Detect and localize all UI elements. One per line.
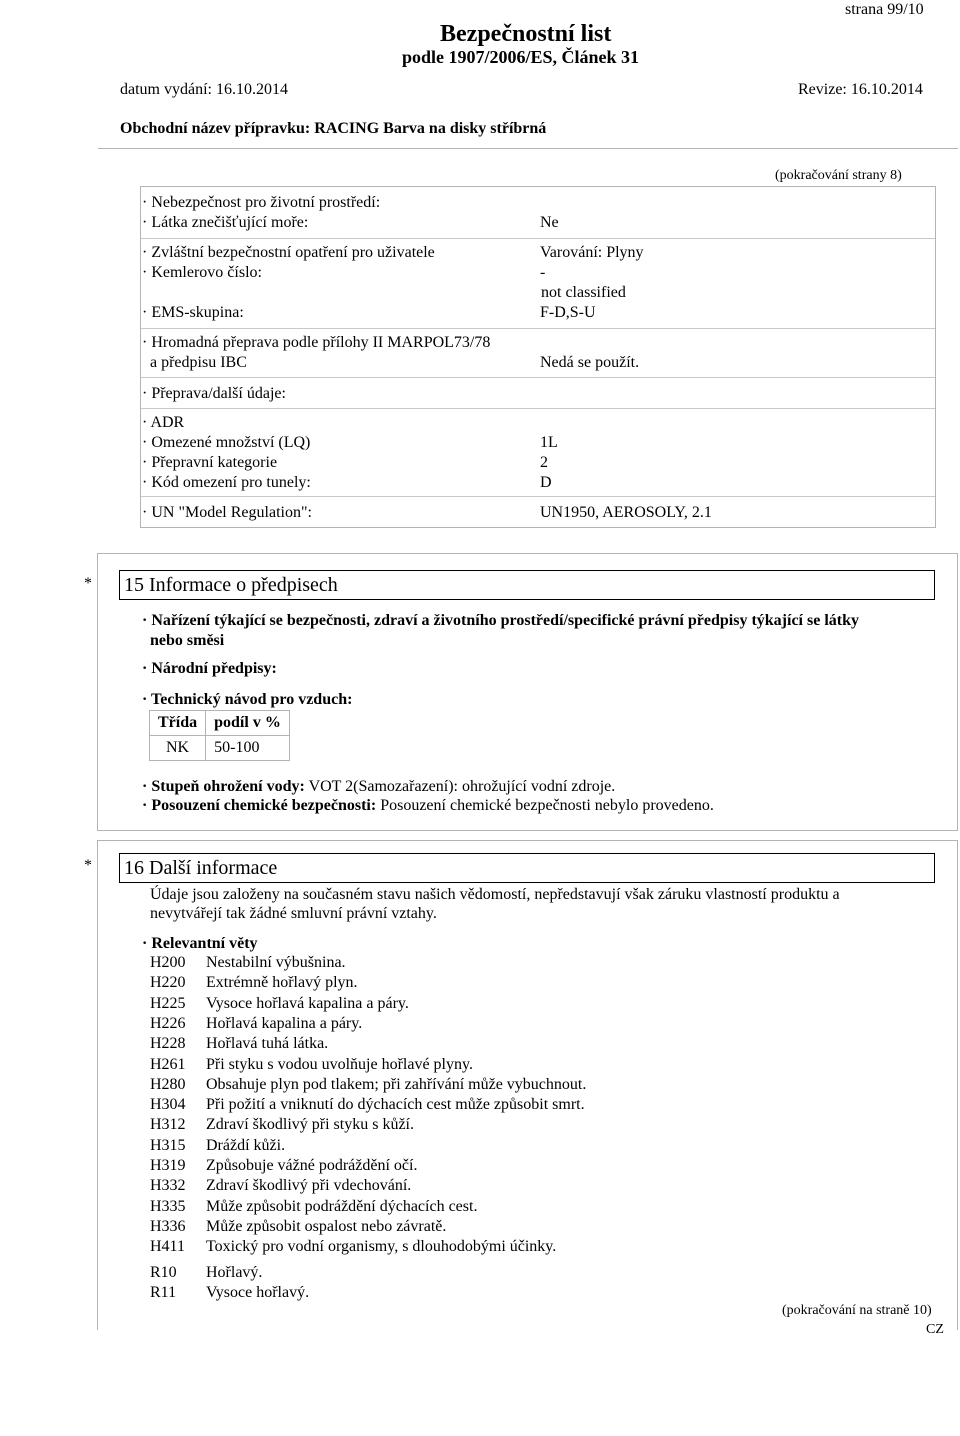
list-item [150,1095,585,1115]
list-item [150,1034,328,1054]
list-item [150,1283,309,1303]
table-header-row [150,711,290,736]
section-15-title [119,570,935,600]
phrase-text: Při požití a vniknutí do dýchacích cest může způsobit smrt. [206,1096,585,1114]
phrase-code: H411 [150,1238,185,1256]
regulations-label-2: nebo směsi [150,632,225,649]
phrase-code: H220 [150,974,186,992]
list-item [150,1075,586,1095]
list-item [150,994,409,1014]
limited-quantity-value: 1L [540,434,558,451]
national-regulations-label: · Národní předpisy: [142,660,277,677]
env-hazard-label: · Nebezpečnost pro životní prostředí: [142,194,381,211]
marine-pollutant-label: · Látka znečišťující moře: [142,214,309,231]
phrase-text: Hořlavý. [206,1264,263,1281]
phrase-text: Může způsobit ospalost nebo závratě. [206,1217,447,1235]
row-divider [141,496,935,497]
phrase-code: H312 [150,1116,186,1134]
phrase-text: Zdraví škodlivý při vdechování. [206,1177,412,1195]
phrase-text: Způsobuje vážné podráždění očí. [206,1157,418,1174]
phrase-code: H228 [150,1035,186,1053]
page-number: strana 99/10 [845,1,924,18]
transport-info-label: · Přeprava/další údaje: [142,385,286,402]
table-cell-share: 50-100 [206,736,290,761]
list-item [150,1136,285,1156]
list-item [150,1055,473,1075]
tunnel-code-label: · Kód omezení pro tunely: [142,474,311,491]
table-header-class: Třída [150,711,206,736]
kemler-value-2: not classified [541,284,626,301]
transport-category-value: 2 [540,454,548,471]
header-divider [98,148,958,149]
row-divider [141,377,935,378]
phrase-code: H200 [150,954,186,971]
table-header-share: podíl v % [206,711,290,736]
water-hazard-label: · Stupeň ohrožení vody: [142,778,305,795]
change-marker: * [84,575,92,592]
tunnel-code-value: D [540,474,552,491]
water-hazard-line [142,777,615,797]
document-subtitle: podle 1907/2006/ES, Článek 31 [402,47,640,67]
continued-to: (pokračování na straně 10) [782,1303,932,1318]
phrase-text: Hořlavá tuhá látka. [206,1035,329,1053]
bulk-transport-value: Nedá se použít. [540,354,640,371]
list-item [150,1156,417,1176]
relevant-phrases-label: · Relevantní věty [142,935,258,952]
phrase-code: H280 [150,1075,186,1093]
phrase-code: H332 [150,1177,186,1195]
list-item [150,973,358,993]
transport-category-label: · Přepravní kategorie [142,454,278,471]
section-15-title-text: 15 Informace o předpisech [124,574,338,596]
air-guide-label: · Technický návod pro vzduch: [142,691,353,708]
disclaimer-line-1: Údaje jsou založeny na současném stavu našich vědomostí, nepředstavují však záruku vlastností produktu a [150,886,840,903]
phrase-text: Nestabilní výbušnina. [206,954,346,971]
change-marker: * [84,857,92,874]
continued-from: (pokračování strany 8) [775,168,902,183]
phrase-code: H335 [150,1197,186,1215]
phrase-text: Extrémně hořlavý plyn. [206,974,358,992]
language-code: CZ [926,1322,944,1337]
list-item [150,1197,477,1217]
kemler-value: - [540,264,546,281]
disclaimer-line-2: nevytvářejí tak žádné smluvní právní vztahy. [150,905,437,922]
row-divider [141,238,935,239]
adr-label: · ADR [142,414,185,431]
list-item [150,1014,362,1034]
chemical-safety-line [142,796,714,816]
bulk-transport-label-2: a předpisu IBC [150,354,247,371]
trade-name: Obchodní název přípravku: RACING Barva na disky stříbrná [120,120,547,137]
marine-pollutant-value: Ne [540,214,559,231]
issue-date: datum vydání: 16.10.2014 [120,81,288,98]
un-model-label: · UN "Model Regulation": [142,504,312,521]
row-divider [141,408,935,409]
limited-quantity-label: · Omezené množství (LQ) [142,434,311,451]
bulk-transport-label: · Hromadná přeprava podle přílohy II MARPOL73/78 [142,334,491,351]
phrase-code: H319 [150,1157,186,1174]
list-item [150,1115,414,1135]
phrase-code: H336 [150,1217,186,1235]
list-item [150,1237,556,1257]
phrase-text: Toxický pro vodní organismy, s dlouhodobými účinky. [206,1238,557,1256]
phrase-text: Při styku s vodou uvolňuje hořlavé plyny. [206,1055,473,1073]
precautions-label: · Zvláštní bezpečnostní opatření pro uživatele [142,244,435,261]
list-item [150,953,346,973]
regulations-label: · Nařízení týkající se bezpečnosti, zdraví a životního prostředí/specifické právní předpisy týkající se látky [142,612,859,629]
phrase-text: Může způsobit podráždění dýchacích cest. [206,1197,478,1215]
phrase-text: Zdraví škodlivý při styku s kůží. [206,1116,414,1134]
phrase-text: Obsahuje plyn pod tlakem; při zahřívání může vybuchnout. [206,1075,587,1093]
chemical-safety-value: Posouzení chemické bezpečnosti nebylo provedeno. [380,797,714,814]
list-item [150,1217,446,1237]
table-cell-class: NK [150,736,206,761]
phrase-code: R10 [150,1264,177,1281]
document-title: Bezpečnostní list [440,21,612,47]
revision-date: Revize: 16.10.2014 [798,81,923,98]
kemler-label: · Kemlerovo číslo: [142,264,262,281]
table-row [150,736,290,761]
phrase-text: Hořlavá kapalina a páry. [206,1014,363,1032]
list-item [150,1176,411,1196]
phrase-code: H304 [150,1096,186,1114]
ems-label: · EMS-skupina: [142,304,244,321]
chemical-safety-label: · Posouzení chemické bezpečnosti: [142,797,377,814]
phrase-text: Vysoce hořlavý. [206,1284,310,1301]
row-divider [141,328,935,329]
class-table [149,710,290,761]
water-hazard-value: VOT 2(Samozařazení): ohrožující vodní zdroje. [308,778,616,795]
phrase-code: H315 [150,1136,186,1154]
phrase-code: R11 [150,1284,177,1301]
phrase-text: Dráždí kůži. [206,1136,286,1154]
precautions-value: Varování: Plyny [540,244,644,261]
phrase-code: H225 [150,994,186,1012]
list-item [150,1263,262,1283]
un-model-value: UN1950, AEROSOLY, 2.1 [540,504,712,521]
phrase-code: H226 [150,1014,186,1032]
phrase-code: H261 [150,1055,186,1073]
ems-value: F-D,S-U [540,304,596,321]
section-16-title [119,853,935,883]
section-16-title-text: 16 Další informace [124,857,278,879]
phrase-text: Vysoce hořlavá kapalina a páry. [206,994,409,1012]
